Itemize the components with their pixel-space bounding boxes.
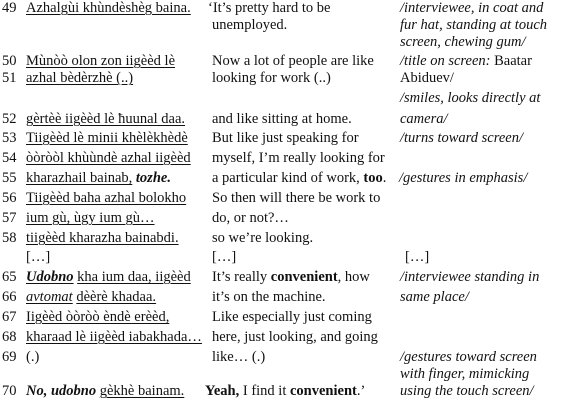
translation-line: [212, 170, 386, 187]
line-number: 67: [2, 309, 17, 325]
annotation-line: same place/: [400, 289, 469, 305]
line-number: 55: [2, 170, 17, 186]
line-number: 54: [2, 150, 17, 166]
original-line: [26, 269, 191, 286]
translation-line: here, just looking, and going: [212, 329, 378, 345]
original-line: kharaad lè iigèèd iabakhada…: [26, 329, 202, 345]
line-number: 57: [2, 210, 17, 226]
omission-marker: […]: [405, 249, 430, 265]
translation-text: a particular kind of work,: [212, 170, 360, 186]
original-line: òòròòl khùùndè azhal iigèèd: [26, 150, 191, 166]
translation-line: [212, 269, 370, 286]
line-number: 68: [2, 329, 17, 345]
translation-line: and like sitting at home.: [212, 111, 352, 127]
original-loanword: avtomat: [26, 289, 73, 305]
annotation-line: camera/: [400, 111, 448, 127]
original-line: [26, 170, 171, 187]
annotation-line: with finger, mimicking: [400, 366, 530, 382]
original-text: kharazhail bainab,: [26, 170, 133, 186]
translation-line: But like just speaking for: [212, 130, 359, 146]
translation-line: [205, 383, 365, 400]
annotation-line: Abiduev/: [400, 70, 454, 86]
omission-marker: […]: [26, 249, 51, 265]
translation-line: Now a lot of people are like: [212, 53, 374, 69]
original-line: Tiigèèd baha azhal bolokho: [26, 190, 187, 206]
translation-line: unemployed.: [212, 17, 288, 33]
original-emphasis: tozhe.: [135, 170, 171, 186]
annotation-line: /gestures toward screen: [400, 349, 537, 365]
translation-line: like… (.): [212, 349, 266, 365]
translation-punctuation: .’: [356, 383, 366, 399]
line-number: 51: [2, 70, 17, 86]
translation-punctuation: .: [382, 170, 387, 186]
original-line: tiigèèd kharazha bainabdi.: [26, 230, 179, 246]
original-emphasis: No, udobno: [26, 383, 97, 399]
annotation-line: /interviewee, in coat and: [400, 0, 544, 16]
original-line: gèrtèè iigèèd lè ħuunal daa.: [26, 111, 186, 127]
line-number: 53: [2, 130, 17, 146]
original-emphasis: Udobno: [26, 269, 74, 285]
translation-line: Like especially just coming: [212, 309, 372, 325]
translation-text: I find it: [242, 383, 287, 399]
original-line: (.): [26, 349, 40, 365]
translation-line: so we’re looking.: [212, 230, 314, 246]
original-line: Iigèèd òòròò èndè erèèd,: [26, 309, 170, 325]
annotation-name: Baatar: [494, 53, 532, 69]
original-text: dèèrè khadaa.: [76, 289, 157, 305]
line-number: 52: [2, 111, 17, 127]
translation-line: ‘It’s pretty hard to be: [208, 0, 331, 16]
annotation-text: /title on screen:: [400, 53, 491, 69]
original-line: azhal bèdèrzhè (..): [26, 70, 134, 86]
line-number: 58: [2, 230, 17, 246]
line-number: 49: [2, 0, 17, 16]
translation-emphasis: too: [363, 170, 383, 186]
original-line: ium gù, ùgy ium gù…: [26, 210, 155, 226]
annotation-line: /turns toward screen/: [400, 130, 523, 146]
translation-line: do, or not?…: [212, 210, 289, 226]
original-text: kha ium daa, iigèèd: [77, 269, 191, 285]
translation-line: So then will there be work to: [212, 190, 381, 206]
translation-text: , how: [337, 269, 370, 285]
original-line: Tiigèèd lè minii khèlèkhèdè: [26, 130, 188, 146]
line-number: 56: [2, 190, 17, 206]
translation-line: looking for work (..): [212, 70, 331, 86]
translation-line: myself, I’m really looking for: [212, 150, 385, 166]
annotation-line: screen, chewing gum/: [400, 34, 526, 50]
line-number: 50: [2, 53, 17, 69]
annotation-line: /interviewee standing in: [400, 269, 540, 285]
translation-emphasis: Yeah,: [205, 383, 240, 399]
original-line: Mùnòò olon zon iigèèd lè: [26, 53, 176, 69]
annotation-line: fur hat, standing at touch: [400, 17, 548, 33]
annotation-line: /smiles, looks directly at: [400, 90, 541, 106]
original-line: [26, 289, 156, 306]
omission-marker: […]: [212, 249, 237, 265]
annotation-line: /gestures in emphasis/: [399, 170, 528, 186]
translation-text: It’s really: [212, 269, 268, 285]
original-text: gèkhè bainam.: [99, 383, 185, 399]
original-line: [26, 383, 184, 400]
line-number: 65: [2, 269, 17, 285]
line-number: 66: [2, 289, 17, 305]
line-number: 69: [2, 349, 17, 365]
annotation-line: using the touch screen/: [400, 383, 534, 399]
line-number: 70: [2, 383, 17, 399]
translation-emphasis: convenient: [290, 383, 357, 399]
original-line: Azhalgùi khùndèshèg baina.: [26, 0, 191, 16]
translation-emphasis: convenient: [270, 269, 338, 285]
annotation-line: [400, 53, 532, 70]
translation-line: it’s on the machine.: [212, 289, 326, 305]
